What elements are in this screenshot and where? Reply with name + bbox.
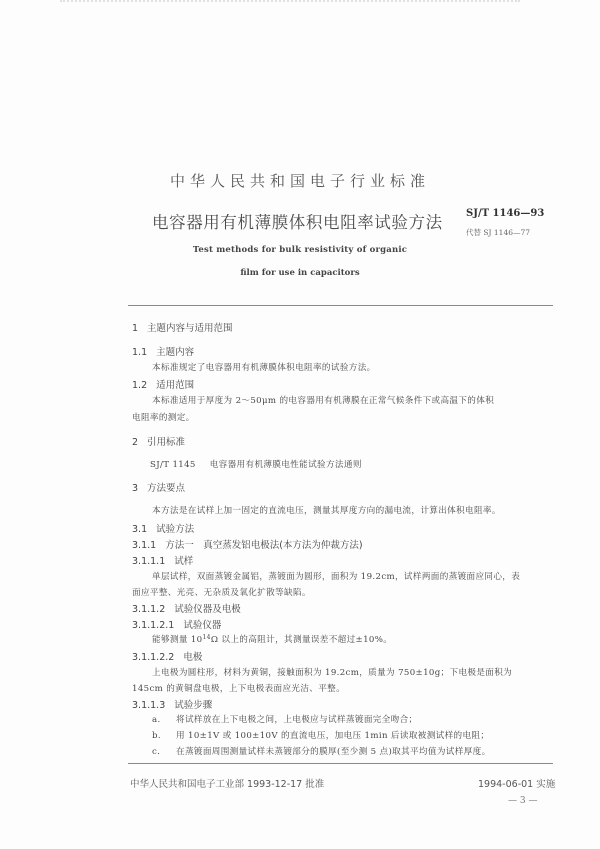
section-number: 1.2 <box>132 380 148 391</box>
step-marker: a. <box>152 715 161 725</box>
procedure-step <box>152 729 489 741</box>
step-marker: b. <box>152 731 161 741</box>
step-marker: c. <box>152 747 161 757</box>
section-title: 试样 <box>174 556 194 567</box>
referenced-standard <box>150 458 362 470</box>
replaces-standard: 代替 SJ 1146—77 <box>466 228 531 237</box>
effective-date: 1994-06-01 实施 <box>478 779 556 790</box>
section-3-1-1-1-text-line2: 面应平整、光亮、无杂质及氧化扩散等缺陷。 <box>132 588 311 598</box>
section-number: 3.1.1.2.1 <box>132 620 175 631</box>
section-1-1-text: 本标准规定了电容器用有机薄膜体积电阻率的试验方法。 <box>152 363 376 373</box>
section-title: 试验步骤 <box>174 700 213 711</box>
section-number: 1.1 <box>132 347 148 358</box>
section-number: 3 <box>132 483 139 494</box>
section-title: 方法一 真空蒸发铝电极法(本方法为仲裁方法) <box>165 540 363 551</box>
section-number: 3.1.1.1 <box>132 556 166 567</box>
referenced-standard-title: 电容器用有机薄膜电性能试验方法通则 <box>209 460 362 470</box>
exponent: 14 <box>202 634 211 641</box>
document-title-cn: 电容器用有机薄膜体积电阻率试验方法 <box>152 213 443 232</box>
section-3-1-heading <box>132 521 194 535</box>
section-2-heading <box>132 434 185 448</box>
section-3-1-1-2-1-text <box>152 633 392 645</box>
section-3-1-1-1-heading <box>132 553 193 567</box>
section-3-1-1-2-2-text-line1: 上电极为圆柱形，材料为黄铜，接触面积为 19.2cm，质量为 750±10g；下电极是面积为 <box>152 668 513 678</box>
section-3-1-1-3-heading <box>132 697 212 711</box>
section-3-1-1-2-1-heading <box>132 617 221 631</box>
section-title: 主题内容 <box>156 347 195 358</box>
section-number: 3.1.1.3 <box>132 700 166 711</box>
referenced-standard-code: SJ/T 1145 <box>150 460 196 470</box>
section-title: 方法要点 <box>147 483 186 494</box>
section-title: 引用标准 <box>147 437 186 448</box>
section-number: 3.1.1.2 <box>132 604 166 615</box>
section-3-1-1-2-2-text-line2: 145cm 的黄铜盘电极，上下电极表面应光洁、平整。 <box>132 684 346 694</box>
text-fragment: 能够测量 10 <box>152 635 203 645</box>
section-1-2-heading <box>132 377 194 391</box>
section-1-2-text-line1: 本标准适用于厚度为 2～50μm 的电容器用有机薄膜在正常气候条件下或高温下的体积 <box>152 396 495 406</box>
section-title: 试验方法 <box>156 524 195 535</box>
section-number: 3.1 <box>132 524 148 535</box>
step-text: 用 10±1V 或 100±10V 的直流电压，加电压 1min 后读取被测试样的电阻； <box>176 731 490 741</box>
section-3-1-1-2-heading <box>132 601 241 615</box>
section-title: 试验仪器 <box>183 620 222 631</box>
header-divider <box>128 305 553 306</box>
section-number: 3.1.1.2.2 <box>132 652 175 663</box>
section-1-1-heading <box>132 344 194 358</box>
approval-statement: 中华人民共和国电子工业部 1993-12-17 批准 <box>130 779 325 790</box>
section-1-2-text-line2: 电阻率的测定。 <box>132 413 195 423</box>
section-number: 1 <box>132 323 139 334</box>
section-3-text: 本方法是在试样上加一固定的直流电压，测量其厚度方向的漏电流，计算出体积电阻率。 <box>152 506 501 516</box>
scan-artifact-top-strip <box>60 0 520 8</box>
step-text: 将试样放在上下电极之间，上电极应与试样蒸镀面完全吻合； <box>176 715 418 725</box>
section-title: 适用范围 <box>156 380 195 391</box>
section-3-heading <box>132 480 185 494</box>
section-1-heading <box>132 320 233 334</box>
issuing-organization: 中华人民共和国电子行业标准 <box>169 172 430 190</box>
standard-code: SJ/T 1146—93 <box>466 208 545 219</box>
document-title-en-line2: film for use in capacitors <box>240 268 360 278</box>
section-title: 电极 <box>183 652 203 663</box>
section-number: 3.1.1 <box>132 540 157 551</box>
text-fragment: Ω 以上的高阻计，其测量误差不超过±10%。 <box>210 635 393 645</box>
procedure-step <box>152 745 491 757</box>
footer-divider <box>128 763 553 764</box>
section-title: 主题内容与适用范围 <box>147 323 233 334</box>
section-3-1-1-2-2-heading <box>132 649 202 663</box>
step-text: 在蒸镀面周围测量试样未蒸镀部分的膜厚(至少测 5 点)取其平均值为试样厚度。 <box>176 747 491 757</box>
section-number: 2 <box>132 437 139 448</box>
page-number: — 3 — <box>508 796 538 806</box>
section-3-1-1-heading <box>132 537 363 551</box>
document-title-en-line1: Test methods for bulk resistivity of organic <box>192 245 408 255</box>
section-3-1-1-1-text-line1: 单层试样，双面蒸镀金属铝，蒸镀面为圆形，面积为 19.2cm，试样两面的蒸镀面应同心，表 <box>152 572 521 582</box>
section-title: 试验仪器及电极 <box>174 604 241 615</box>
procedure-step <box>152 713 417 725</box>
